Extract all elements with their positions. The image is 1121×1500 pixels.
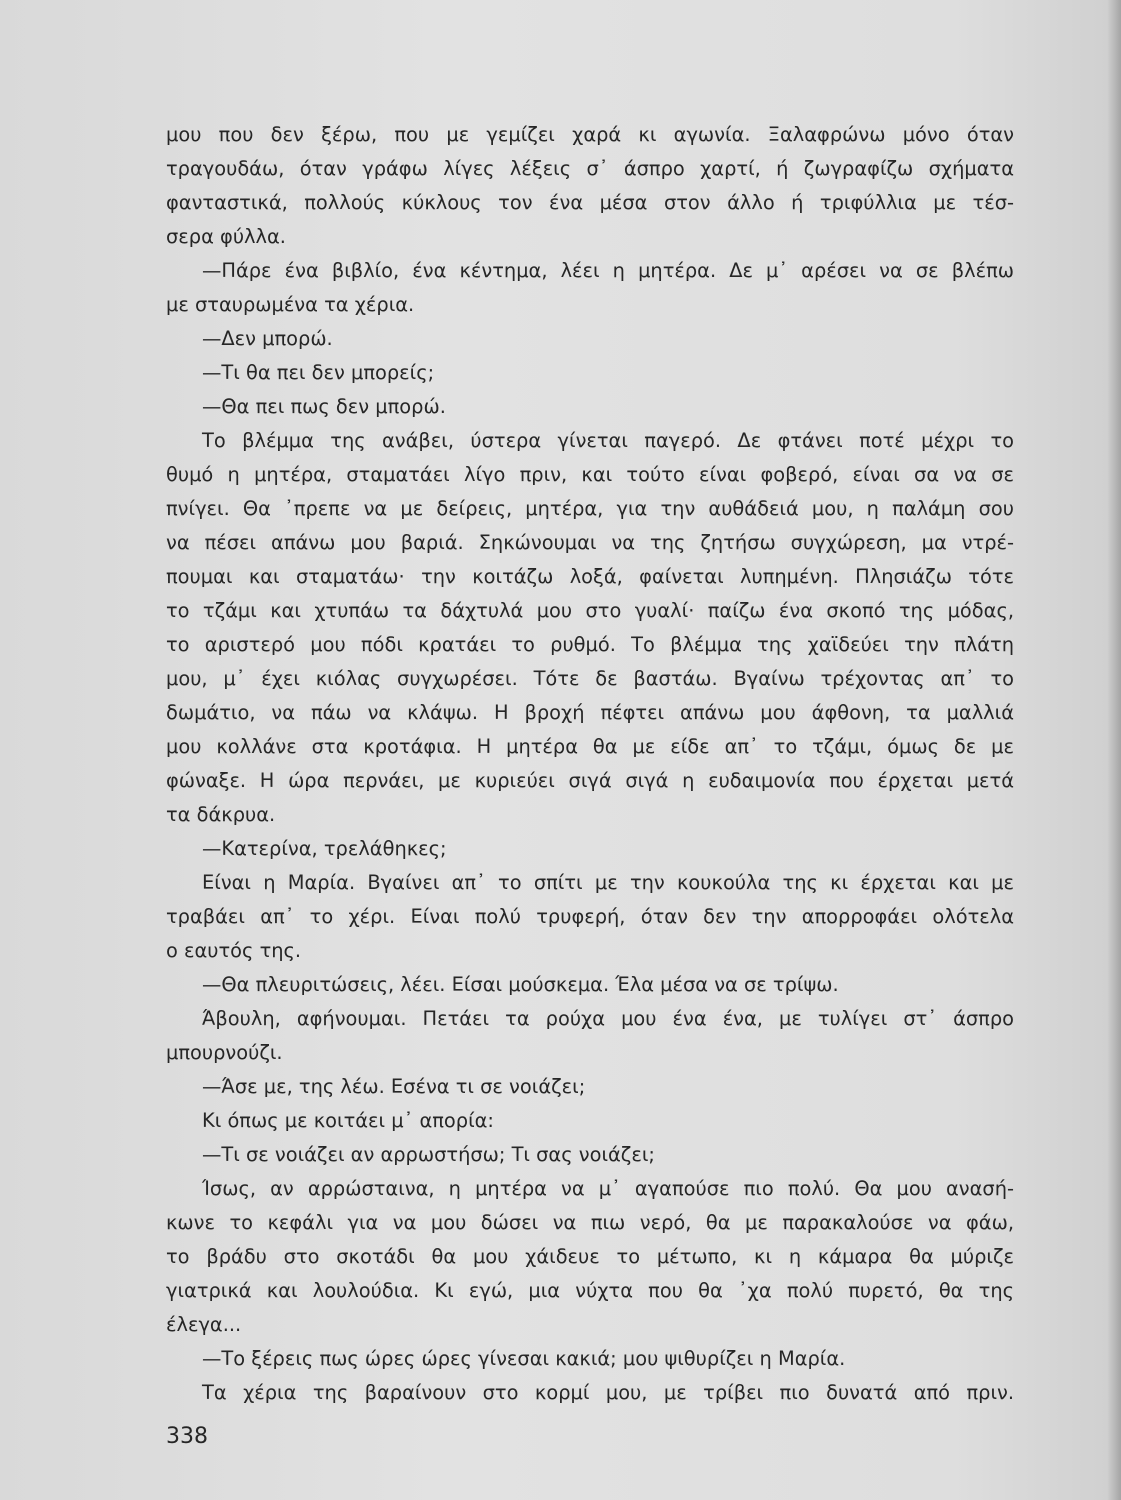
text-line: θυμό η μητέρα, σταματάει λίγο πριν, και τούτο είναι φοβερό, είναι σα να σε	[166, 463, 1014, 486]
page-edge-shadow	[1107, 0, 1121, 1500]
text-line: πνίγει. Θα ᾽πρεπε να με δείρεις, μητέρα, για την αυθάδειά μου, η παλάμη σου	[166, 497, 1014, 520]
text-line: Ίσως, αν αρρώσταινα, η μητέρα να μ᾽ αγαπούσε πιο πολύ. Θα μου ανασή-	[202, 1177, 1014, 1200]
text-line: κωνε το κεφάλι για να μου δώσει να πιω νερό, θα με παρακαλούσε να φάω,	[166, 1211, 1014, 1234]
text-line: —Τι σε νοιάζει αν αρρωστήσω; Τι σας νοιάζει;	[202, 1143, 655, 1166]
text-line: —Κατερίνα, τρελάθηκες;	[202, 837, 447, 860]
text-line: να πέσει απάνω μου βαριά. Σηκώνουμαι να της ζητήσω συγχώρεση, μα ντρέ-	[166, 531, 1014, 554]
text-line: —Το ξέρεις πως ώρες ώρες γίνεσαι κακιά; μου ψιθυρίζει η Μαρία.	[202, 1347, 846, 1370]
text-line: Κι όπως με κοιτάει μ᾽ απορία:	[202, 1109, 494, 1132]
text-line: μπουρνούζι.	[166, 1041, 283, 1064]
text-line: τραβάει απ᾽ το χέρι. Είναι πολύ τρυφερή, όταν δεν την απορροφάει ολότελα	[166, 905, 1014, 928]
text-line: —Άσε με, της λέω. Εσένα τι σε νοιάζει;	[202, 1075, 586, 1098]
text-line: Άβουλη, αφήνουμαι. Πετάει τα ρούχα μου ένα ένα, με τυλίγει στ᾽ άσπρο	[202, 1007, 1014, 1030]
body-text	[166, 118, 1014, 1410]
text-line: —Θα πλευριτώσεις, λέει. Είσαι μούσκεμα. Έλα μέσα να σε τρίψω.	[202, 973, 839, 996]
text-line: τα δάκρυα.	[166, 803, 276, 826]
text-line: έλεγα...	[166, 1313, 242, 1336]
text-line: —Τι θα πει δεν μπορείς;	[202, 361, 435, 384]
text-line: μου κολλάνε στα κροτάφια. Η μητέρα θα με είδε απ᾽ το τζάμι, όμως δε με	[166, 735, 1014, 758]
text-line: τραγουδάω, όταν γράφω λίγες λέξεις σ᾽ άσπρο χαρτί, ή ζωγραφίζω σχήματα	[166, 157, 1014, 180]
text-line: μου που δεν ξέρω, που με γεμίζει χαρά κι αγωνία. Ξαλαφρώνω μόνο όταν	[166, 123, 1014, 146]
text-line: με σταυρωμένα τα χέρια.	[166, 293, 415, 316]
page-number: 338	[166, 1424, 208, 1449]
text-line: Τα χέρια της βαραίνουν στο κορμί μου, με τρίβει πιο δυνατά από πριν.	[202, 1381, 1014, 1404]
text-line: —Θα πει πως δεν μπορώ.	[202, 395, 446, 418]
text-line: το βράδυ στο σκοτάδι θα μου χάιδευε το μέτωπο, κι η κάμαρα θα μύριζε	[166, 1245, 1014, 1268]
text-line: μου, μ᾽ έχει κιόλας συγχωρέσει. Τότε δε βαστάω. Βγαίνω τρέχοντας απ᾽ το	[166, 667, 1014, 690]
text-line: σερα φύλλα.	[166, 225, 286, 248]
text-line: το αριστερό μου πόδι κρατάει το ρυθμό. Το βλέμμα της χαϊδεύει την πλάτη	[166, 633, 1014, 656]
text-line: —Δεν μπορώ.	[202, 327, 333, 350]
text-line: —Πάρε ένα βιβλίο, ένα κέντημα, λέει η μητέρα. Δε μ᾽ αρέσει να σε βλέπω	[202, 259, 1014, 282]
text-line: το τζάμι και χτυπάω τα δάχτυλά μου στο γυαλί· παίζω ένα σκοπό της μόδας,	[166, 599, 1014, 622]
text-line: Είναι η Μαρία. Βγαίνει απ᾽ το σπίτι με την κουκούλα της κι έρχεται και με	[202, 871, 1014, 894]
text-line: γιατρικά και λουλούδια. Κι εγώ, μια νύχτα που θα ᾽χα πολύ πυρετό, θα της	[166, 1279, 1014, 1302]
text-line: Το βλέμμα της ανάβει, ύστερα γίνεται παγερό. Δε φτάνει ποτέ μέχρι το	[202, 429, 1014, 452]
text-line: φανταστικά, πολλούς κύκλους τον ένα μέσα στον άλλο ή τριφύλλια με τέσ-	[166, 191, 1014, 214]
text-line: φώναξε. Η ώρα περνάει, με κυριεύει σιγά σιγά η ευδαιμονία που έρχεται μετά	[166, 769, 1014, 792]
text-line: δωμάτιο, να πάω να κλάψω. Η βροχή πέφτει απάνω μου άφθονη, τα μαλλιά	[166, 701, 1014, 724]
text-line: ο εαυτός της.	[166, 939, 302, 962]
text-line: πουμαι και σταματάω· την κοιτάζω λοξά, φαίνεται λυπημένη. Πλησιάζω τότε	[166, 565, 1014, 588]
